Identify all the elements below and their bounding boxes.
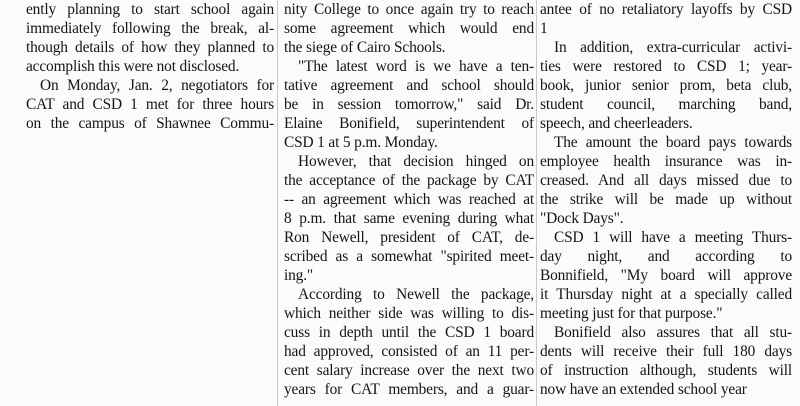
paragraph-start-line: CSD 1 will have a meeting Thurs-	[554, 229, 792, 246]
text-line: ties were restored to CSD 1; year-	[540, 58, 792, 75]
text-line: some agreement which would end	[284, 20, 534, 37]
paragraph-start-line: "The latest word is we have a ten-	[298, 58, 534, 75]
text-line: years for CAT members, and a guar-	[284, 381, 534, 398]
text-line: scribed as a somewhat "spirited meet-	[284, 248, 534, 265]
paragraph-start-line: The amount the board pays towards	[554, 134, 792, 151]
text-line: ently planning to start school again	[26, 1, 274, 18]
article-column-1	[26, 0, 274, 133]
paragraph-start-line: Bonifield also assures that all stu-	[554, 324, 792, 341]
text-line: student council, marching band,	[540, 96, 792, 113]
text-line: Bonnifield, "My board will approve	[540, 267, 792, 284]
text-line: tative agreement and school should	[284, 77, 534, 94]
text-line: day night, and according to	[540, 248, 792, 265]
text-line: be in session tomorrow," said Dr.	[284, 96, 534, 113]
text-line: though details of how they planned to	[26, 39, 274, 56]
text-line: on the campus of Shawnee Commu-	[26, 115, 274, 132]
text-line: cent salary increase over the next two	[284, 362, 534, 379]
text-line: 8 p.m. that same evening during what	[284, 210, 534, 227]
text-line: "Dock Days".	[540, 210, 624, 227]
text-line: ing."	[284, 267, 314, 284]
text-line: which neither side was willing to dis-	[284, 305, 534, 322]
text-line: nity College to once again try to reach	[284, 1, 534, 18]
paragraph-start-line: However, that decision hinged on	[298, 153, 534, 170]
text-line: employee health insurance was in-	[540, 153, 792, 170]
text-line: cuss in depth until the CSD 1 board	[284, 324, 534, 341]
paragraph-start-line: According to Newell the package,	[298, 286, 534, 303]
text-line: the strike will be made up without	[540, 191, 792, 208]
text-line: immediately following the break, al-	[26, 20, 274, 37]
text-line: now have an extended school year	[540, 381, 747, 398]
text-line: had approved, consisted of an 11 per-	[284, 343, 534, 360]
text-line: accomplish this were not disclosed.	[26, 58, 240, 75]
text-line: CAT and CSD 1 met for three hours	[26, 96, 274, 113]
text-line: CSD 1 at 5 p.m. Monday.	[284, 134, 438, 151]
column-divider	[536, 0, 537, 406]
text-line: 1	[540, 20, 548, 37]
text-line: the siege of Cairo Schools.	[284, 39, 446, 56]
text-line: meeting just for that purpose."	[540, 305, 723, 322]
text-line: of instruction although, students will	[540, 362, 792, 379]
article-column-3	[540, 0, 792, 399]
text-line: Elaine Bonifield, superintendent of	[284, 115, 534, 132]
paragraph-start-line: In addition, extra-curricular activi-	[554, 39, 792, 56]
text-line: Ron Newell, president of CAT, de-	[284, 229, 534, 246]
column-divider	[277, 0, 278, 406]
text-line: -- an agreement which was reached at	[284, 191, 534, 208]
text-line: it Thursday night at a specially called	[540, 286, 792, 303]
text-line: antee of no retaliatory layoffs by CSD	[540, 1, 792, 18]
text-line: the acceptance of the package by CAT	[284, 172, 534, 189]
text-line: speech, and cheerleaders.	[540, 115, 693, 132]
paragraph-start-line: On Monday, Jan. 2, negotiators for	[40, 77, 274, 94]
text-line: creased. And all days missed due to	[540, 172, 792, 189]
text-line: dents will receive their full 180 days	[540, 343, 792, 360]
text-line: book, junior senior prom, beta club,	[540, 77, 792, 94]
article-column-2	[284, 0, 534, 399]
